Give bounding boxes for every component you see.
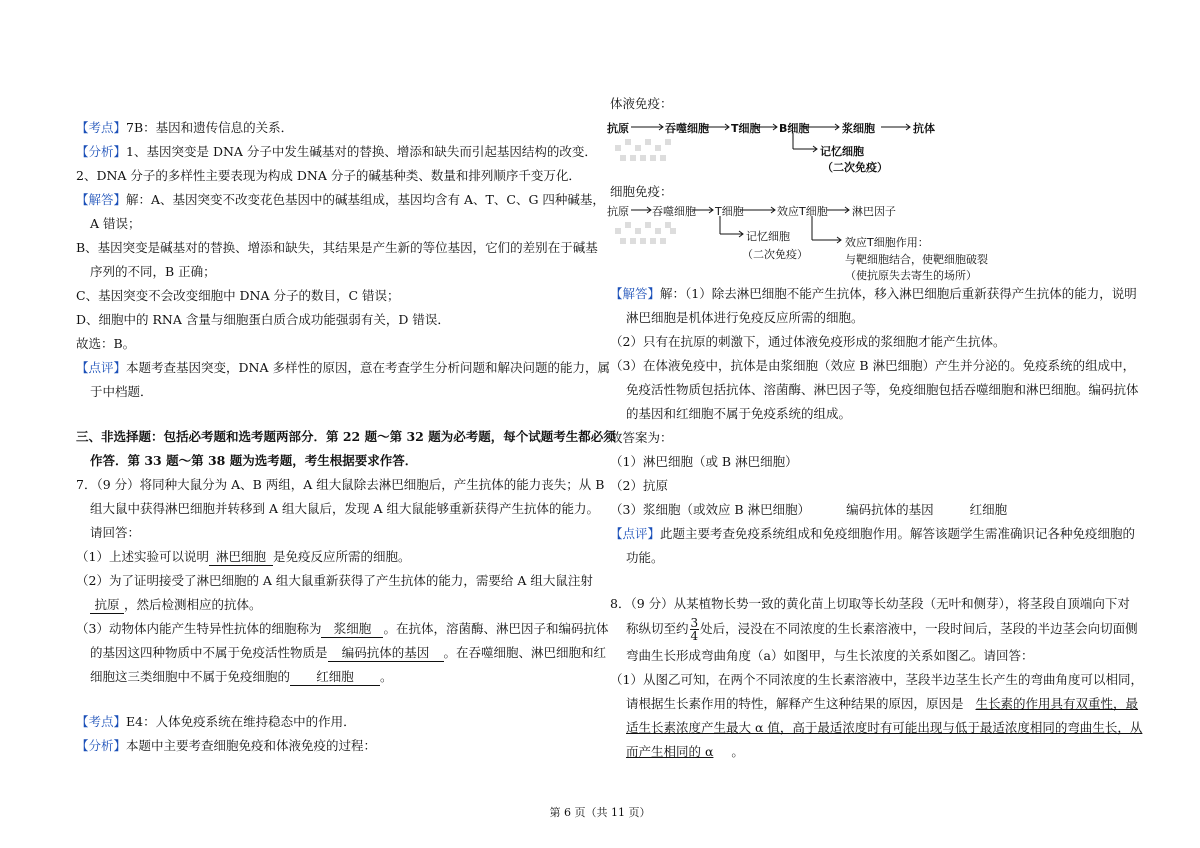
text: ，然后检测相应的抗体。 — [124, 597, 262, 612]
jieda-2-line3: （2）只有在抗原的刺激下，通过体液免疫形成的浆细胞才能产生抗体。 — [610, 334, 1006, 349]
flow-node: 吞噬细胞 — [652, 205, 696, 218]
jieda-1-b2: 序列的不同，B 正确； — [90, 264, 216, 279]
answer-blank: 淋巴细胞 — [209, 548, 273, 566]
jieda-1-d: D、细胞中的 RNA 含量与细胞蛋白质合成功能强弱有关，D 错误． — [76, 312, 450, 327]
text: 7B：基因和遗传信息的关系． — [126, 120, 294, 135]
answer-3 — [610, 501, 1007, 518]
answer-blank: 编码抗体的基因 — [328, 644, 444, 662]
flow-node: 效应T细胞 — [777, 205, 828, 218]
section-tag: 【分析】 — [76, 144, 127, 159]
answer-blank: 抗原 — [90, 596, 124, 614]
flow-node: 抗体 — [913, 122, 935, 135]
answer-underlined: 生长素的作用具有双重性，最 — [975, 696, 1139, 711]
section-tag: 【解答】 — [76, 192, 127, 207]
q8-1-line2 — [626, 695, 1138, 712]
text: （1）上述实验可以说明 — [76, 549, 209, 564]
memory-cell-label: 记忆细胞 — [746, 230, 790, 243]
second-immunity-label: （二次免疫） — [822, 161, 888, 174]
xibao-title: 细胞免疫： — [610, 184, 673, 199]
q7-1 — [76, 548, 410, 566]
flow-node: T细胞 — [731, 122, 761, 135]
q7-3-line1 — [76, 620, 608, 638]
q8-1-line3: 适生长素浓度产生最大 α 值，高于最适浓度时有可能出现与低于最适浓度相同的弯曲生长，从 — [626, 720, 1143, 735]
text: 。 — [731, 744, 744, 759]
answer-2: （2）抗原 — [610, 478, 668, 493]
memory-cell-label: 记忆细胞 — [820, 145, 864, 158]
answer-1: （1）淋巴细胞（或 B 淋巴细胞） — [610, 454, 798, 469]
text: 处后，浸没在不同浓度的生长素溶液中，一段时间后，茎段的半边茎会向切面侧 — [700, 621, 1138, 636]
text: 编码抗体的基因 — [846, 502, 934, 517]
q8-line3: 弯曲生长形成弯曲角度（a）如图甲，与生长浓度的关系如图乙。请回答： — [626, 648, 1034, 663]
jieda-1 — [76, 191, 605, 208]
dianping-1-line2: 于中档题． — [90, 384, 153, 399]
text: 1、基因突变是 DNA 分子中发生碱基对的替换、增添和缺失而引起基因结构的改变． — [126, 144, 597, 159]
jieda-2-line2: 淋巴细胞是机体进行免疫反应所需的细胞。 — [626, 310, 864, 325]
section-tag: 【解答】 — [610, 286, 661, 301]
answer-title: 故答案为： — [610, 430, 673, 445]
flow-node: 吞噬细胞 — [665, 122, 709, 135]
text: 红细胞 — [969, 502, 1008, 517]
text: 本题考查基因突变，DNA 多样性的原因，意在考查学生分析问题和解决问题的能力，属 — [126, 360, 610, 375]
q8-1-line1: （1）从图乙可知，在两个不同浓度的生长素溶液中，茎段半边茎生长产生的弯曲角度可以相同， — [610, 672, 1143, 687]
flow-node: 抗原 — [607, 205, 629, 218]
fenxi-2 — [76, 737, 376, 754]
section-tag: 【考点】 — [76, 120, 127, 135]
answer-blank: 红细胞 — [290, 668, 380, 686]
section-tag: 【考点】 — [76, 714, 127, 729]
q7-line2: 组大鼠中获得淋巴细胞并转移到 A 组大鼠后，发现 A 组大鼠能够重新获得产生抗体的能力。 — [90, 501, 599, 516]
q7-line3: 请回答： — [90, 525, 141, 540]
section-tag: 【点评】 — [76, 360, 127, 375]
effect-t-note: （使抗原失去寄生的场所） — [845, 269, 977, 282]
fraction — [690, 617, 700, 642]
jieda-2-line6: 的基因和红细胞不属于免疫系统的组成。 — [626, 406, 852, 421]
jieda-1-b1: B、基因突变是碱基对的替换、增添和缺失，其结果是产生新的等位基因，它们的差别在于碱基 — [76, 240, 598, 255]
fraction-numerator: 3 — [690, 616, 699, 630]
text: 解：（1）除去淋巴细胞不能产生抗体，移入淋巴细胞后重新获得产生抗体的能力，说明 — [660, 286, 1137, 301]
jieda-1-c: C、基因突变不会改变细胞中 DNA 分子的数目，C 错误； — [76, 288, 400, 303]
text: 细胞这三类细胞中不属于免疫细胞的 — [90, 669, 291, 684]
text: 。在抗体，溶菌酶、淋巴因子和编码抗体 — [383, 621, 609, 636]
text: 。 — [380, 669, 393, 684]
effect-t-label: 效应T细胞作用： — [845, 236, 929, 249]
tiye-title: 体液免疫： — [610, 96, 673, 111]
q7-2-line2 — [90, 596, 262, 614]
text: 。在吞噬细胞、淋巴细胞和红 — [443, 645, 607, 660]
section-tag: 【点评】 — [610, 526, 661, 541]
text: （3）浆细胞（或效应 B 淋巴细胞） — [610, 502, 811, 517]
fenxi-1 — [76, 143, 597, 160]
effect-t-desc: 与靶细胞结合，使靶细胞破裂 — [845, 253, 988, 266]
text: 解：A、基因突变不改变花色基因中的碱基组成，基因均含有 A、T、C、G 四种碱基， — [126, 192, 605, 207]
fraction-denominator: 4 — [690, 629, 699, 643]
jieda-2-line4: （3）在体液免疫中，抗体是由浆细胞（效应 B 淋巴细胞）产生并分泌的。免疫系统的组成中， — [610, 358, 1136, 373]
jieda-1-a2: A 错误； — [90, 216, 141, 231]
q8-line2 — [626, 616, 1138, 642]
dianping-2-line2: 功能。 — [626, 550, 664, 565]
flow-node: 浆细胞 — [842, 122, 875, 135]
q8-line1: 8．（9 分）从某植物长势一致的黄化苗上切取等长幼茎段（无叶和侧芽），将茎段自顶端向下对 — [610, 596, 1130, 611]
flow-node: 淋巴因子 — [852, 205, 896, 218]
guxuan: 故选：B。 — [76, 336, 136, 351]
q7-3-line3 — [90, 668, 393, 686]
section-heading-1: 三、非选择题：包括必考题和选考题两部分．第 22 题～第 32 题为必考题，每个试题考生都必须 — [76, 429, 616, 444]
fenxi-1-line2: 2、DNA 分子的多样性主要表现为构成 DNA 分子的碱基种类、数量和排列顺序千变万化． — [76, 168, 581, 183]
section-heading-2: 作答．第 33 题～第 38 题为选考题，考生根据要求作答． — [90, 453, 418, 468]
text: 此题主要考查免疫系统组成和免疫细胞作用。解答该题学生需准确识记各种免疫细胞的 — [660, 526, 1136, 541]
text: 称纵切至约 — [626, 621, 689, 636]
kaodian-2 — [76, 713, 356, 730]
text: 本题中主要考查细胞免疫和体液免疫的过程： — [126, 738, 377, 753]
dianping-1 — [76, 359, 610, 376]
answer-underlined: 而产生相同的 α — [626, 744, 714, 759]
flow-node: T细胞 — [715, 205, 744, 218]
jieda-2-line5: 免疫活性物质包括抗体、溶菌酶、淋巴因子等，免疫细胞包括吞噬细胞和淋巴细胞。编码抗体 — [626, 382, 1139, 397]
jieda-2 — [610, 285, 1137, 302]
second-immunity-label: （二次免疫） — [742, 248, 808, 261]
q7-2-line1: （2）为了证明接受了淋巴细胞的 A 组大鼠重新获得了产生抗体的能力，需要给 A 组大鼠注射 — [76, 573, 593, 588]
text: 的基因这四种物质中不属于免疫活性物质是 — [90, 645, 328, 660]
text: （3）动物体内能产生特异性抗体的细胞称为 — [76, 621, 322, 636]
section-tag: 【分析】 — [76, 738, 127, 753]
flow-node: B细胞 — [779, 122, 810, 135]
text: 请根据生长素作用的特性，解释产生这种结果的原因，原因是 — [626, 696, 964, 711]
q7-3-line2 — [90, 644, 606, 662]
text: 是免疫反应所需的细胞。 — [272, 549, 411, 564]
dianping-2 — [610, 525, 1135, 542]
text: E4：人体免疫系统在维持稳态中的作用． — [126, 714, 356, 729]
page-footer: 第 6 页（共 11 页） — [549, 806, 651, 819]
q8-1-line4 — [626, 743, 744, 760]
flow-node: 抗原 — [607, 122, 629, 135]
kaodian-1 — [76, 119, 293, 136]
q7-line1: 7．（9 分）将同种大鼠分为 A、B 两组，A 组大鼠除去淋巴细胞后，产生抗体的能力丧失；从 B — [76, 477, 605, 492]
answer-blank: 浆细胞 — [321, 620, 383, 638]
